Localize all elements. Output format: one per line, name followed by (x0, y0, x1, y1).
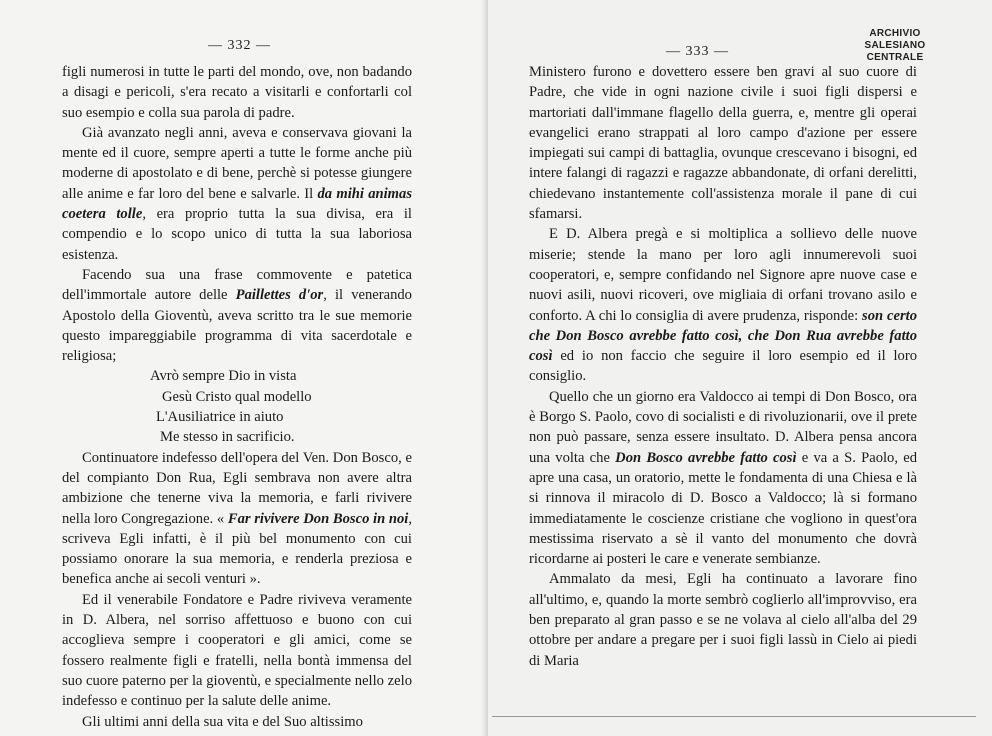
page-number-left: — 332 — (208, 38, 271, 53)
paragraph: E D. Albera pregà e si moltiplica a sollievo delle nuove miserie; stende la mano per loro agli innumerevoli suoi cooperatori, e, sempre confidando nel Signore apre nuove case e nuovi asili, nuovi ricoveri, ove migliaia di orfani trovano asilo e conforto. A chi lo consiglia di avere prudenza, risponde: son certo che Don Bosco avrebbe fatto così, che Don Rua avrebbe fatto così ed io non faccio che seguire il loro esempio ed il loro consiglio. (529, 226, 917, 385)
stamp-line: ARCHIVIO SALESIANO (864, 28, 926, 51)
verse-line: Gesù Cristo qual modello (162, 388, 312, 405)
paragraph: Ed il venerabile Fondatore e Padre riviveva veramente in D. Albera, nel sorriso affettuoso e buono con cui accoglieva sempre i cooperatori e gli amici, come se fossero realmente figli e fratelli, nella bontà immensa del suo cuore paterno per la gioventù, e specialmente nello zelo indefesso e continuo per la salute delle anime. (62, 591, 412, 710)
faint-stamp-mark (36, 10, 40, 21)
paragraph: Già avanzato negli anni, aveva e conservava giovani la mente ed il cuore, sempre aperti a tutte le forme anche più moderne di apostolato e di bene, perchè si potesse giungere alle anime e far loro del bene e salvarle. Il da mihi animas coetera tolle, era proprio tutta la sua divisa, era il compendio e lo scopo unico di tutta la sua laboriosa esistenza. (62, 124, 413, 263)
quote-emphasis: Don Bosco avrebbe fatto così (615, 449, 797, 466)
paragraph: Gli ultimi anni della sua vita e del Suo altissimo (82, 713, 363, 730)
latin-motto: da mihi animas coetera tolle (62, 185, 413, 223)
right-page-text (529, 62, 917, 671)
program-verses (150, 366, 412, 447)
book-title: Paillettes d'or (235, 287, 324, 304)
verse-line: Avrò sempre Dio in vista (150, 368, 297, 385)
paragraph: Ministero furono e dovettero essere ben gravi al suo cuore di Padre, che vide in ogni nazione civile i suoi figli dispersi e martoriati dall'immane flagello della guerra, e, mentre gli operai evangelici erano strappati al loro campo d'azione per essere impiegati sui campi di battaglia, ovunque crescevano i bisogni, ed intere falangi di ragazzi e ragazze abbandonate, di orfani derelitti, chiedevano instantemente coll'assistenza morale il pane di cui sfamarsi. (529, 64, 917, 223)
quote-emphasis: Far rivivere Don Bosco in noi (227, 510, 409, 527)
paragraph: figli numerosi in tutte le parti del mondo, ove, non badando a disagi e pericoli, s'era recato a visitarli e confortarli col suo esempio e colla sua parola di padre. (62, 64, 412, 121)
paragraph: Quello che un giorno era Valdocco ai tempi di Don Bosco, ora è Borgo S. Paolo, covo di socialisti e di rivoluzionarii, ove il prete non può passare, senza essere insultato. D. Albera pensa ancora una volta che Don Bosco avrebbe fatto così e va a S. Paolo, ed apre una casa, un oratorio, mette le fondamenta di una Chiesa e là si rinnova il miracolo di D. Bosco a Valdocco; là si formano immediatamente le coscienze cristiane che vogliono in quest'ora mestissima riservato a sè il vanto del monumento che dovrà ricordarne ai posteri le care e venerate sembianze. (529, 388, 917, 568)
paragraph: Facendo sua una frase commovente e patetica dell'immortale autore delle Paillettes d'or, il venerando Apostolo della Gioventù, aveva scritto tra le sue memorie questo impareggiabile programma di vita sacerdotale e religiosa; (62, 266, 412, 365)
archive-stamp (840, 28, 950, 64)
quote-emphasis: son certo che Don Bosco avrebbe fatto così, che Don Rua avrebbe fatto così (529, 307, 917, 365)
right-page (488, 0, 992, 736)
left-page-text (62, 62, 412, 732)
scan-edge-line (492, 716, 976, 717)
verse-line: L'Ausiliatrice in aiuto (156, 409, 284, 426)
verse-line: Me stesso in sacrificio. (160, 429, 295, 446)
paragraph: Ammalato da mesi, Egli ha continuato a lavorare fino all'ultimo, e, quando la morte sembrò coglierlo all'improvviso, era ben preparato al gran passo e se ne volava al cielo all'alba del 29 ottobre per andare a pregare per i suoi figli lassù in Cielo ai piedi di Maria (529, 571, 917, 669)
paragraph: Continuatore indefesso dell'opera del Ven. Don Bosco, e del compianto Don Rua, Egli sembrava non avere altra ambizione che tenerne viva la memoria, e farli rivivere nella loro Congregazione. « Far rivivere Don Bosco in noi, scriveva Egli infatti, è il più bel monumento con cui possiamo onorare la sua memoria, e renderla preziosa e benefica anche ai secoli venturi ». (62, 449, 413, 588)
stamp-line: CENTRALE (866, 52, 924, 63)
page-number-right: — 333 — (666, 44, 729, 59)
left-page (0, 0, 488, 736)
